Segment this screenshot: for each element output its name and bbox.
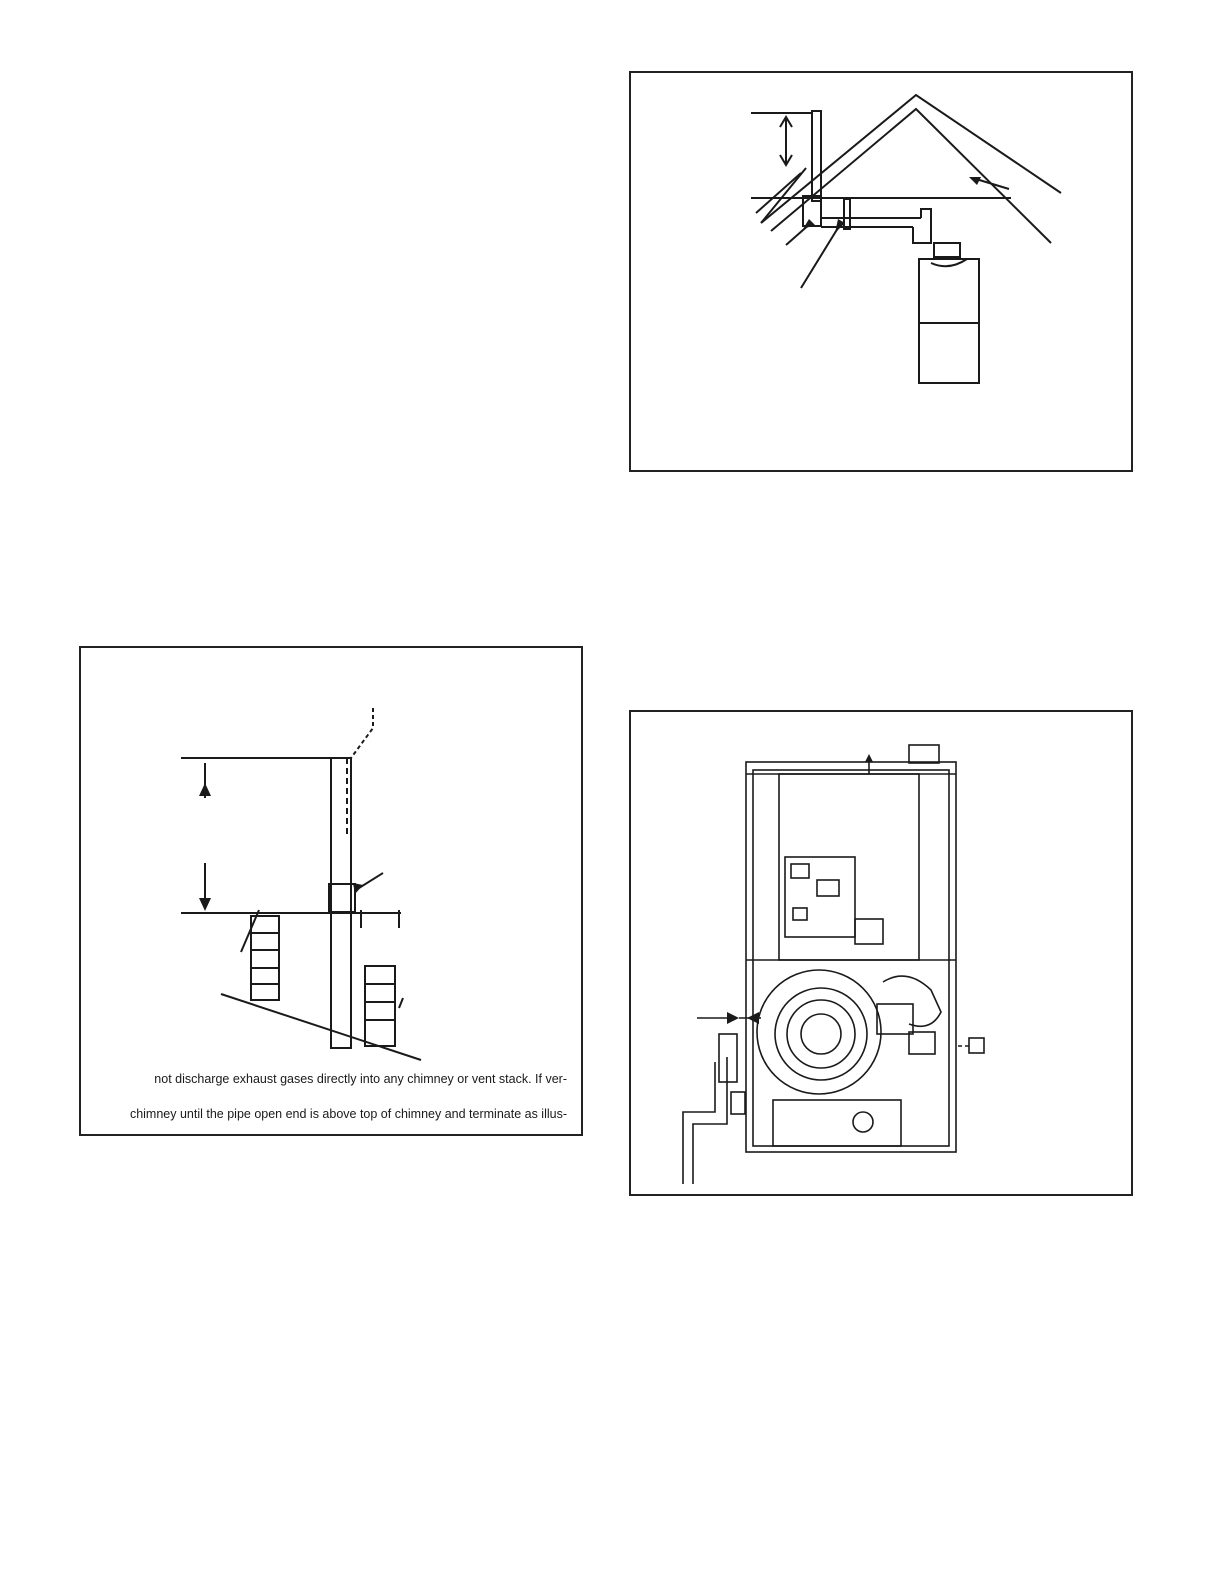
figure-furnace-interior	[629, 710, 1133, 1196]
chimney-caption-line-2: chimney until the pipe open end is above top of chimney and terminate as illus-	[129, 1107, 567, 1121]
figure-chimney-vent	[79, 646, 583, 1136]
attic-vent-diagram	[631, 73, 1131, 470]
gas-valve-icon	[877, 976, 984, 1054]
figure-attic-vent	[629, 71, 1133, 472]
furnace-icon	[919, 259, 979, 383]
blower-icon	[757, 970, 881, 1094]
vent-pipe-icon	[329, 708, 373, 1048]
chimney-icon	[251, 910, 399, 1046]
pipe-icon	[683, 1034, 745, 1184]
arrow-icon	[976, 179, 1009, 189]
control-board-icon	[785, 857, 883, 944]
chimney-caption-line-1: not discharge exhaust gases directly into any chimney or vent stack. If ver-	[154, 1072, 567, 1086]
furnace-interior-diagram	[631, 712, 1131, 1194]
chimney-vent-diagram	[81, 648, 581, 1134]
